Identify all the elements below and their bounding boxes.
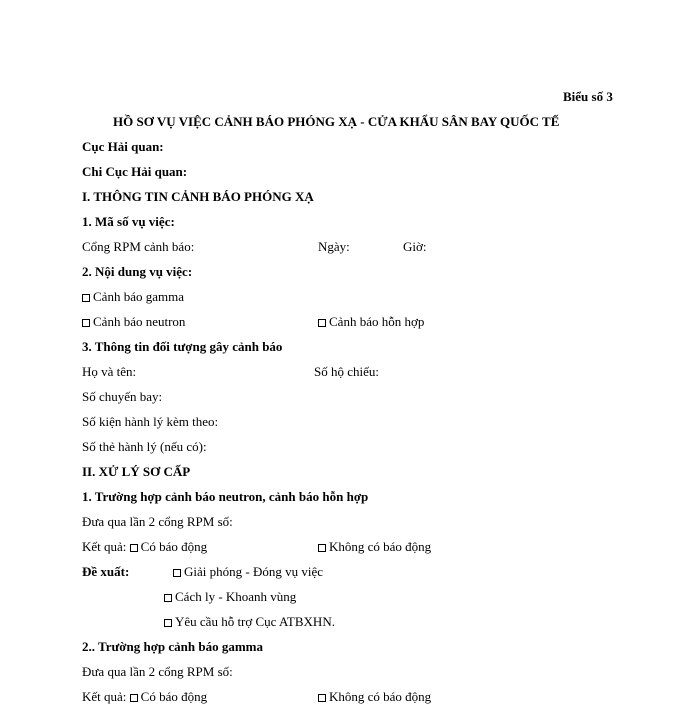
neutron-no-alarm-option[interactable] bbox=[318, 539, 431, 555]
gamma-case-label: 2.. Trường hợp cảnh báo gamma bbox=[82, 639, 263, 654]
luggage-count-field[interactable]: Số kiện hành lý kèm theo: bbox=[82, 414, 219, 429]
release-option-label: Giải phóng - Đóng vụ việc bbox=[184, 564, 324, 579]
neutron-option[interactable] bbox=[82, 314, 185, 330]
gamma-checkbox[interactable] bbox=[82, 294, 90, 302]
mixed-option[interactable] bbox=[318, 314, 424, 330]
cuc-hai-quan-label: Cục Hải quan: bbox=[82, 139, 164, 154]
release-option[interactable] bbox=[173, 564, 323, 580]
neutron-option-label: Cảnh báo neutron bbox=[93, 314, 186, 329]
isolate-option[interactable] bbox=[164, 589, 296, 605]
mixed-option-label: Cảnh báo hỗn hợp bbox=[329, 314, 425, 329]
gamma-result-label: Kết quả: bbox=[82, 689, 127, 704]
gamma-alarm-checkbox[interactable] bbox=[130, 694, 138, 702]
gamma-no-alarm-label: Không có báo động bbox=[329, 689, 432, 704]
gamma-alarm-label: Có báo động bbox=[140, 689, 208, 704]
neutron-checkbox[interactable] bbox=[82, 319, 90, 327]
neutron-alarm-label: Có báo động bbox=[140, 539, 208, 554]
release-checkbox[interactable] bbox=[173, 569, 181, 577]
neutron-no-alarm-checkbox[interactable] bbox=[318, 544, 326, 552]
case-content-label: 2. Nội dung vụ việc: bbox=[82, 264, 193, 279]
form-number: Biểu số 3 bbox=[563, 89, 613, 104]
case-code-label: 1. Mã số vụ việc: bbox=[82, 214, 175, 229]
request-support-option[interactable] bbox=[164, 614, 335, 630]
neutron-case-label: 1. Trường hợp cảnh báo neutron, cảnh báo hỗn hợp bbox=[82, 489, 369, 504]
isolate-option-label: Cách ly - Khoanh vùng bbox=[175, 589, 297, 604]
neutron-pass-twice-field[interactable]: Đưa qua lần 2 cổng RPM số: bbox=[82, 514, 233, 529]
mixed-checkbox[interactable] bbox=[318, 319, 326, 327]
luggage-tag-field[interactable]: Số thẻ hành lý (nếu có): bbox=[82, 439, 207, 454]
passport-field[interactable]: Số hộ chiếu: bbox=[314, 364, 379, 379]
section2-heading: II. XỬ LÝ SƠ CẤP bbox=[82, 464, 191, 479]
page-title: HỒ SƠ VỤ VIỆC CẢNH BÁO PHÓNG XẠ - CỬA KHẨU SÂN BAY QUỐC TẾ bbox=[113, 114, 560, 129]
neutron-no-alarm-label: Không có báo động bbox=[329, 539, 432, 554]
name-field[interactable]: Họ và tên: bbox=[82, 364, 137, 379]
gamma-option-label: Cảnh báo gamma bbox=[93, 289, 184, 304]
propose-label: Đề xuất: bbox=[82, 564, 130, 579]
request-support-option-label: Yêu cầu hỗ trợ Cục ATBXHN. bbox=[175, 614, 335, 629]
section1-heading: I. THÔNG TIN CẢNH BÁO PHÓNG XẠ bbox=[82, 189, 314, 204]
gamma-option[interactable] bbox=[82, 289, 184, 305]
neutron-result-row bbox=[82, 539, 207, 555]
neutron-alarm-checkbox[interactable] bbox=[130, 544, 138, 552]
flight-field[interactable]: Số chuyến bay: bbox=[82, 389, 163, 404]
time-field[interactable]: Giờ: bbox=[403, 239, 427, 254]
gamma-no-alarm-checkbox[interactable] bbox=[318, 694, 326, 702]
isolate-checkbox[interactable] bbox=[164, 594, 172, 602]
subject-info-label: 3. Thông tin đối tượng gây cảnh báo bbox=[82, 339, 283, 354]
gamma-pass-twice-field[interactable]: Đưa qua lần 2 cổng RPM số: bbox=[82, 664, 233, 679]
request-support-checkbox[interactable] bbox=[164, 619, 172, 627]
chi-cuc-hai-quan-label: Chi Cục Hải quan: bbox=[82, 164, 188, 179]
gamma-result-row bbox=[82, 689, 207, 705]
rpm-gate-field[interactable]: Cổng RPM cảnh báo: bbox=[82, 239, 195, 254]
gamma-no-alarm-option[interactable] bbox=[318, 689, 431, 705]
neutron-result-label: Kết quả: bbox=[82, 539, 127, 554]
date-field[interactable]: Ngày: bbox=[318, 239, 350, 254]
